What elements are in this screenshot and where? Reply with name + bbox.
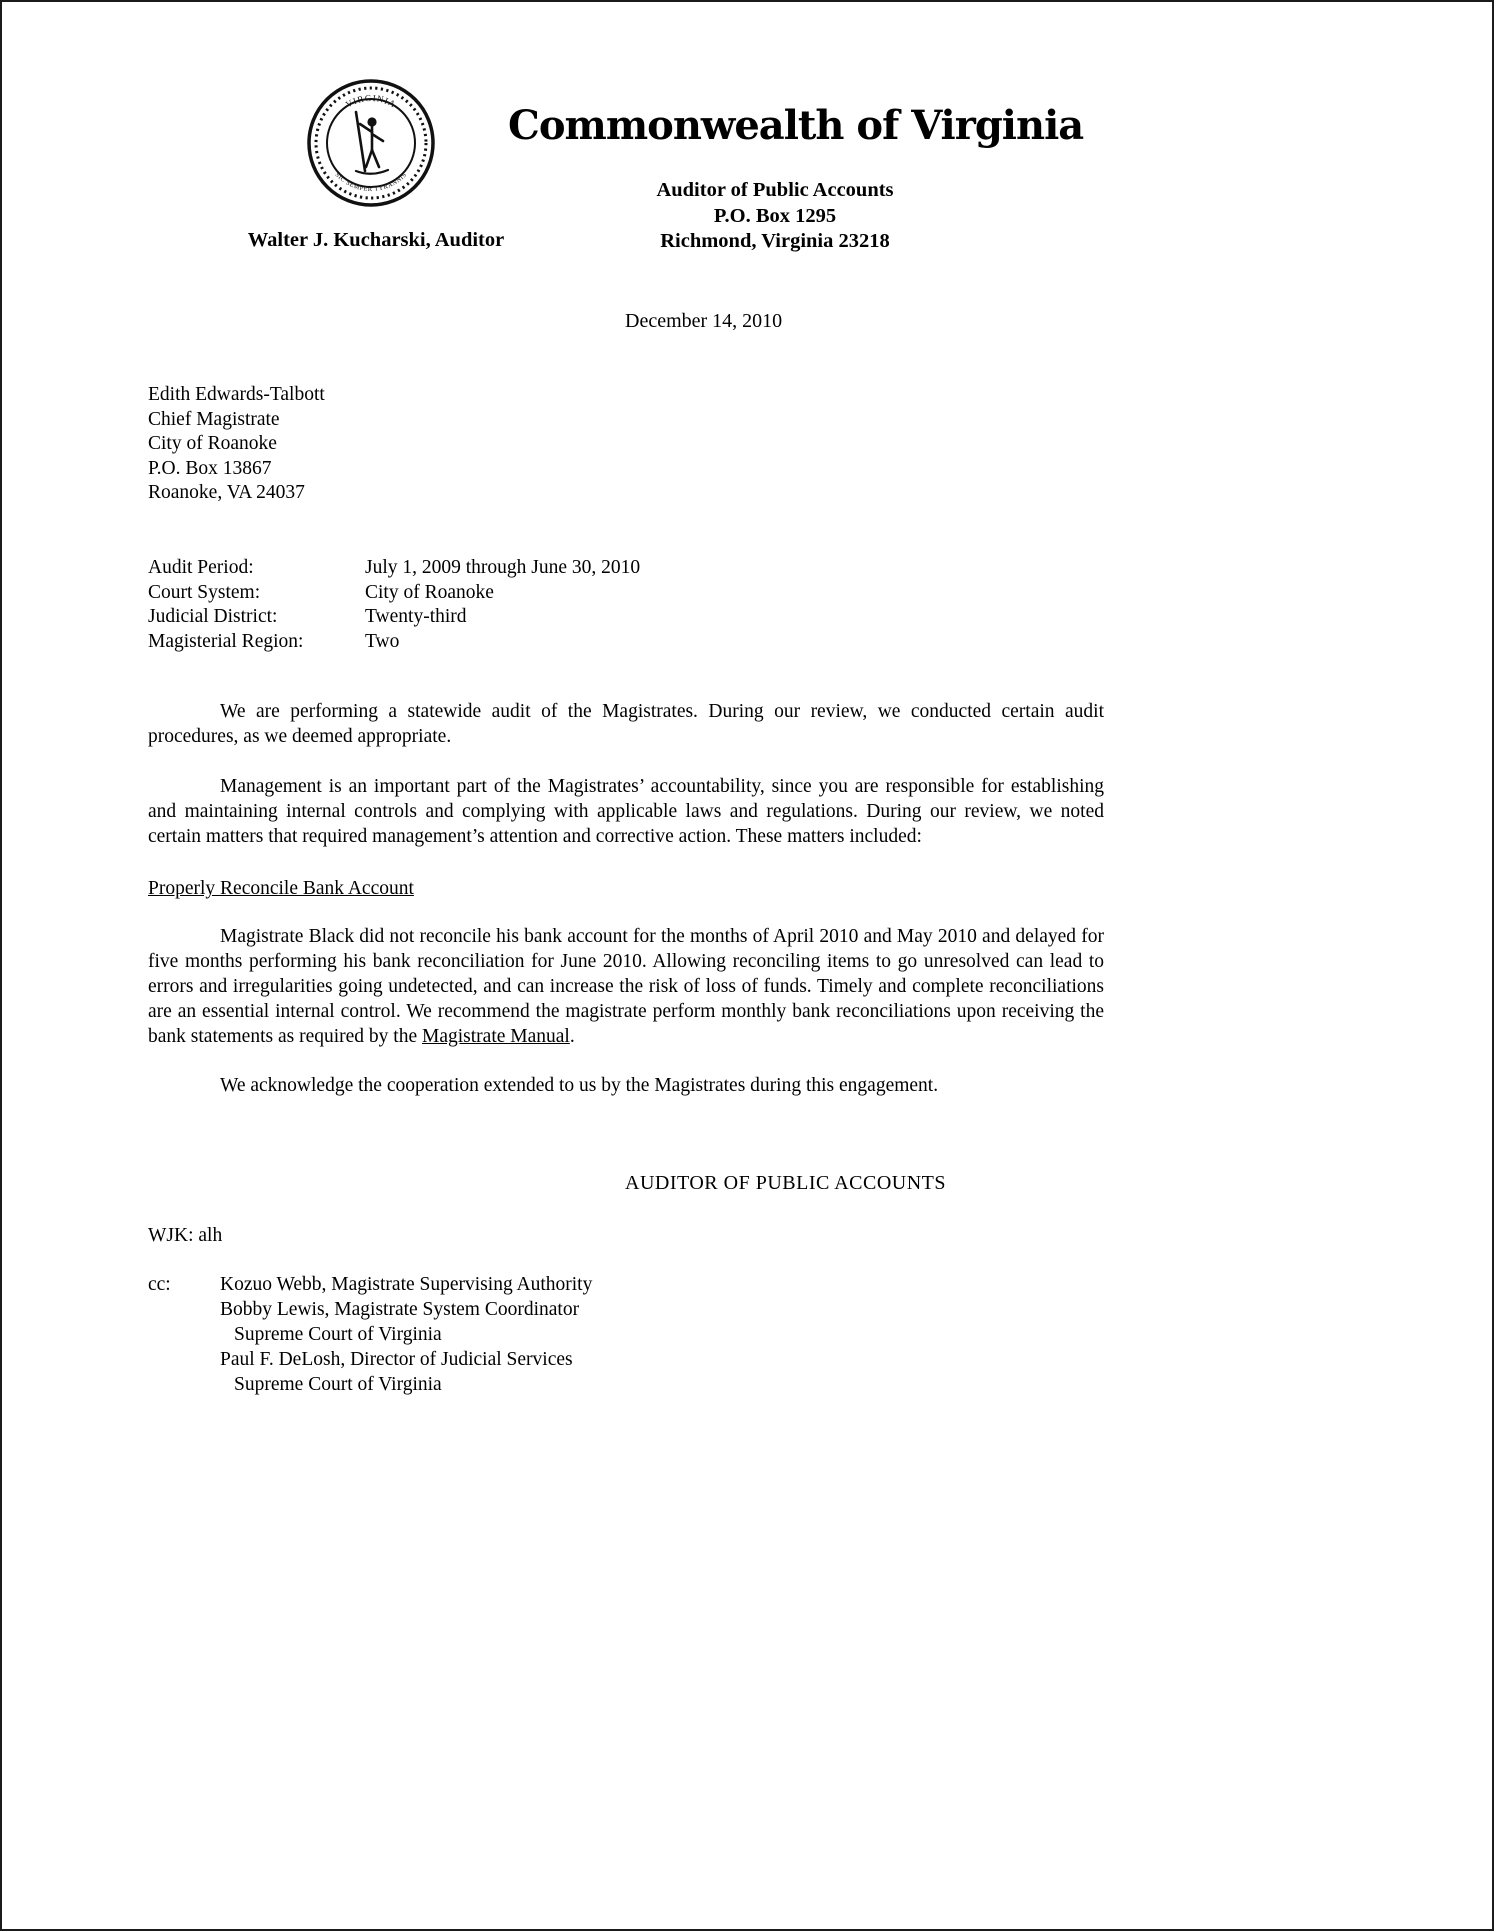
virginia-state-seal-icon: [306, 78, 436, 208]
letter-date: December 14, 2010: [625, 310, 783, 332]
recipient-city-state-zip: Roanoke, VA 24037: [148, 482, 305, 504]
auditor-name: Walter J. Kucharski, Auditor: [247, 229, 505, 251]
judicial-district-value: Twenty-third: [365, 606, 467, 628]
paragraph-finding-period: .: [569, 1025, 575, 1047]
cc-entry: Supreme Court of Virginia: [234, 1374, 442, 1396]
recipient-po-box: P.O. Box 13867: [148, 457, 272, 479]
cc-entry: Paul F. DeLosh, Director of Judicial Services: [220, 1349, 573, 1371]
cc-entry: Kozuo Webb, Magistrate Supervising Authority: [220, 1274, 593, 1296]
paragraph-intro: We are performing a statewide audit of the Magistrates. During our review, we conducted certain audit procedures, as we deemed appropriate.: [148, 701, 1104, 748]
cc-entries: [220, 1272, 592, 1397]
court-system-value: City of Roanoke: [365, 581, 494, 603]
audit-period-label: Audit Period:: [148, 556, 254, 578]
magisterial-region-value: Two: [365, 630, 400, 652]
recipient-address: [148, 383, 1104, 506]
letterhead: [148, 2, 1104, 272]
agency-name: Auditor of Public Accounts: [656, 179, 894, 201]
audit-info-table: [148, 556, 1104, 654]
signature-org: AUDITOR OF PUBLIC ACCOUNTS: [625, 1172, 947, 1195]
magistrate-manual-reference: Magistrate Manual: [422, 1025, 570, 1047]
seal-bottom-text: SIC SEMPER TYRANNIS: [333, 171, 409, 194]
letterhead-title: Commonwealth of Virginia: [508, 102, 1084, 149]
agency-po-box: P.O. Box 1295: [713, 204, 837, 227]
paragraph-management: Management is an important part of the Magistrates’ accountability, since you are responsible for establishing and maintaining internal controls and complying with applicable laws and regulations. During our review, we noted certain matters that required management’s attention and corrective action. These matters included:: [148, 775, 1104, 847]
recipient-name: Edith Edwards-Talbott: [148, 384, 325, 405]
cc-label: cc:: [148, 1274, 171, 1296]
court-system-label: Court System:: [148, 581, 261, 603]
cc-block: [148, 1272, 1104, 1397]
magisterial-region-label: Magisterial Region:: [148, 630, 304, 652]
cc-entry: Bobby Lewis, Magistrate System Coordinator: [220, 1299, 580, 1321]
letterhead-agency-block: [510, 178, 1040, 255]
audit-period-value: July 1, 2009 through June 30, 2010: [365, 556, 641, 578]
paragraph-finding: [148, 925, 1104, 1049]
recipient-title: Chief Magistrate: [148, 408, 280, 430]
judicial-district-label: Judicial District:: [148, 606, 278, 628]
seal-top-text: VIRGINIA: [343, 92, 399, 110]
agency-city-line: Richmond, Virginia 23218: [660, 230, 890, 252]
cc-entry: Supreme Court of Virginia: [234, 1324, 442, 1346]
reference-initials: WJK: alh: [148, 1225, 223, 1247]
paragraph-finding-text: Magistrate Black did not reconcile his bank account for the months of April 2010 and May 2010 and delayed for five months performing his bank reconciliation for June 2010. Allowing reconciling items to go unresolved can lead to errors and irregularities going undetected, and can increase the risk of loss of funds. Timely and complete reconciliations are an essential internal control. We recommend the magistrate perform monthly bank reconciliations upon receiving the bank statements as required by the: [148, 926, 1104, 1047]
recipient-org: City of Roanoke: [148, 433, 277, 455]
section-heading-reconcile: Properly Reconcile Bank Account: [148, 878, 414, 900]
paragraph-acknowledgement: We acknowledge the cooperation extended to us by the Magistrates during this engagement.: [220, 1075, 939, 1097]
